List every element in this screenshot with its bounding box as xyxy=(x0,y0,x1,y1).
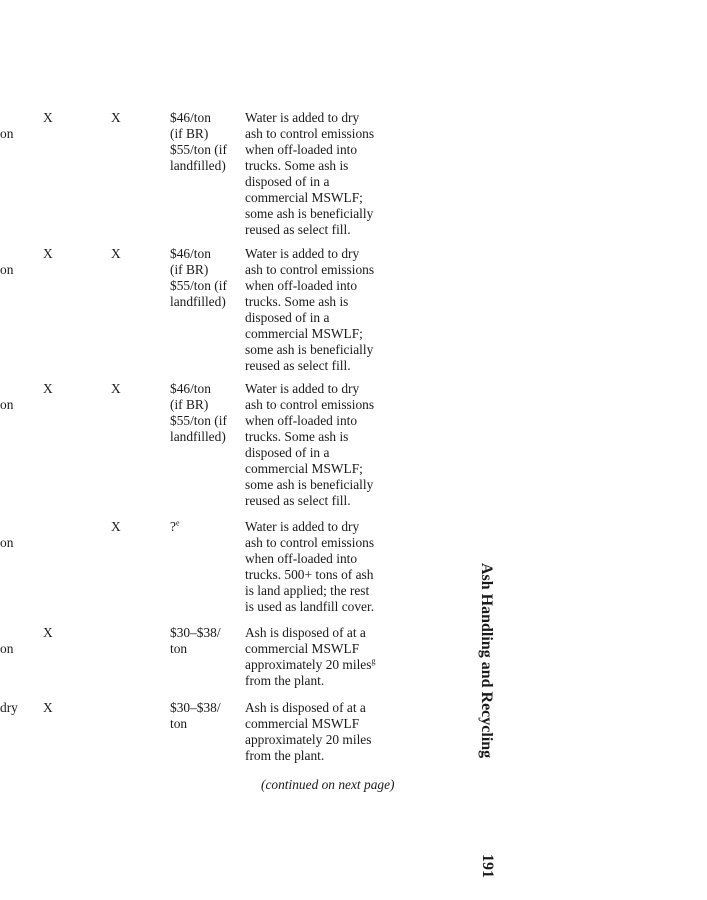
notes-line: ash to control emissions xyxy=(245,262,375,277)
notes-line: trucks. Some ash is xyxy=(245,429,349,444)
type-line: on xyxy=(0,641,14,656)
table-row xyxy=(0,246,460,376)
notes-line: some ash is beneficially xyxy=(245,342,374,357)
notes-cell xyxy=(245,110,407,238)
mark-cell-a: X xyxy=(43,246,53,261)
mark-cell-b: X xyxy=(111,519,121,534)
notes-line: commercial MSWLF; xyxy=(245,190,363,205)
cost-line: $46/ton xyxy=(170,110,211,125)
notes-cell xyxy=(245,700,407,764)
notes-line: Water is added to dry xyxy=(245,519,360,534)
page-number: 191 xyxy=(479,854,496,878)
notes-line: trucks. Some ash is xyxy=(245,158,349,173)
type-line: dry xyxy=(0,700,18,715)
cost-cell xyxy=(170,246,246,310)
notes-line: Water is added to dry xyxy=(245,246,360,261)
mark-cell-a: X xyxy=(43,381,53,396)
table-row xyxy=(0,700,460,830)
table-row xyxy=(0,110,460,240)
notes-text: approximately 20 miles xyxy=(245,657,372,672)
notes-line: Water is added to dry xyxy=(245,110,360,125)
notes-line: some ash is beneficially xyxy=(245,477,374,492)
type-line: on xyxy=(0,397,14,412)
notes-line: disposed of in a xyxy=(245,445,330,460)
cost-line xyxy=(170,519,246,535)
cost-line: landfilled) xyxy=(170,294,226,309)
type-cell xyxy=(0,519,40,551)
table-row xyxy=(0,381,460,511)
notes-line: approximately 20 miles xyxy=(245,732,372,747)
mark-cell-a: X xyxy=(43,110,53,125)
notes-line: ash to control emissions xyxy=(245,535,375,550)
mark-cell-a: X xyxy=(43,625,53,640)
footnote-mark: g xyxy=(371,656,376,666)
notes-line: commercial MSWLF; xyxy=(245,461,363,476)
cost-value: ? xyxy=(170,519,176,534)
notes-line: reused as select fill. xyxy=(245,493,351,508)
notes-line: Ash is disposed of at a xyxy=(245,625,366,640)
cost-line: $46/ton xyxy=(170,246,211,261)
cost-line: $55/ton (if xyxy=(170,278,227,293)
notes-line: reused as select fill. xyxy=(245,222,351,237)
type-cell xyxy=(0,381,40,413)
notes-line: commercial MSWLF xyxy=(245,716,360,731)
type-cell xyxy=(0,246,40,278)
type-cell xyxy=(0,625,40,657)
continued-note: (continued on next page) xyxy=(261,777,395,792)
notes-cell xyxy=(245,246,407,374)
mark-cell-b: X xyxy=(111,246,121,261)
cost-line: $30–$38/ xyxy=(170,700,221,715)
footnote-mark: e xyxy=(175,518,180,528)
notes-line: disposed of in a xyxy=(245,310,330,325)
notes-line: trucks. Some ash is xyxy=(245,294,349,309)
notes-line: some ash is beneficially xyxy=(245,206,374,221)
notes-line: commercial MSWLF xyxy=(245,641,360,656)
notes-line: is land applied; the rest xyxy=(245,583,370,598)
notes-line: when off-loaded into xyxy=(245,551,358,566)
notes-line: from the plant. xyxy=(245,673,325,688)
notes-line: commercial MSWLF; xyxy=(245,326,363,341)
running-head: Ash Handling and Recycling xyxy=(478,563,495,759)
notes-line: when off-loaded into xyxy=(245,142,358,157)
notes-line: Water is added to dry xyxy=(245,381,360,396)
notes-line: when off-loaded into xyxy=(245,278,358,293)
cost-line: $55/ton (if xyxy=(170,413,227,428)
notes-cell xyxy=(245,625,407,689)
cost-line: (if BR) xyxy=(170,262,209,277)
type-line: on xyxy=(0,262,14,277)
notes-line: is used as landfill cover. xyxy=(245,599,375,614)
notes-line: when off-loaded into xyxy=(245,413,358,428)
mark-cell-b: X xyxy=(111,110,121,125)
cost-line: landfilled) xyxy=(170,158,226,173)
mark-cell-a: X xyxy=(43,700,53,715)
cost-line: $55/ton (if xyxy=(170,142,227,157)
mark-cell-b: X xyxy=(111,381,121,396)
cost-cell xyxy=(170,110,246,174)
notes-line: ash to control emissions xyxy=(245,126,375,141)
notes-line: disposed of in a xyxy=(245,174,330,189)
notes-cell xyxy=(245,519,407,615)
cost-line: ton xyxy=(170,716,188,731)
cost-cell xyxy=(170,519,246,535)
cost-cell xyxy=(170,700,246,732)
type-cell xyxy=(0,110,40,142)
cost-line: landfilled) xyxy=(170,429,226,444)
notes-line: trucks. 500+ tons of ash xyxy=(245,567,374,582)
cost-line: (if BR) xyxy=(170,397,209,412)
cost-cell xyxy=(170,625,246,657)
cost-cell xyxy=(170,381,246,445)
notes-line: ash to control emissions xyxy=(245,397,375,412)
notes-line: Ash is disposed of at a xyxy=(245,700,366,715)
notes-line: from the plant. xyxy=(245,748,325,763)
cost-line: ton xyxy=(170,641,188,656)
notes-line: reused as select fill. xyxy=(245,358,351,373)
notes-line xyxy=(245,657,407,673)
type-cell xyxy=(0,700,40,716)
notes-cell xyxy=(245,381,407,509)
cost-line: $46/ton xyxy=(170,381,211,396)
type-line: on xyxy=(0,126,14,141)
cost-line: $30–$38/ xyxy=(170,625,221,640)
type-line: on xyxy=(0,535,14,550)
cost-line: (if BR) xyxy=(170,126,209,141)
